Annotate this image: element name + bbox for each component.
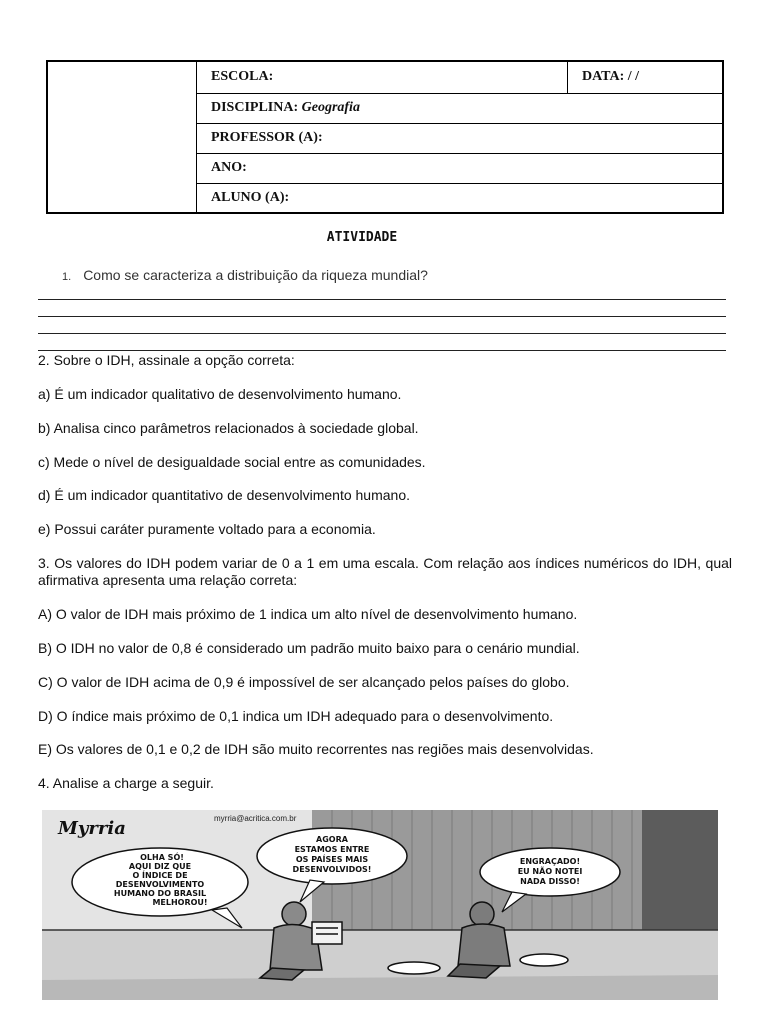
logo-cell — [47, 61, 197, 213]
bubble2-line1: AGORA — [316, 835, 348, 844]
bubble2-line4: DESENVOLVIDOS! — [292, 865, 372, 874]
question-2-option-c[interactable]: c) Mede o nível de desigualdade social entre as comunidades. — [38, 454, 426, 470]
question-3-option-e[interactable]: E) Os valores de 0,1 e 0,2 de IDH são muito recorrentes nas regiões mais desenvolvidas. — [38, 741, 594, 757]
answer-line[interactable] — [38, 316, 726, 317]
cartoon-email: myrria@acritica.com.br — [214, 814, 297, 823]
bubble1-line6: MELHOROU! — [152, 898, 208, 907]
bubble3-line3: NADA DISSO! — [520, 877, 580, 886]
disciplina-field — [197, 93, 724, 123]
bubble3-line1: ENGRAÇADO! — [519, 857, 581, 866]
question-1-text: Como se caracteriza a distribuição da riqueza mundial? — [83, 267, 428, 283]
cartoon-signature: Myrria — [58, 818, 126, 839]
data-field[interactable]: DATA: / / — [568, 61, 724, 93]
bubble1-line5: HUMANO DO BRASIL — [113, 889, 207, 898]
question-3-text: 3. Os valores do IDH podem variar de 0 a 1 em uma escala. Com relação aos índices numéricos do IDH, qual afirmativa apresenta uma relação correta: — [38, 555, 732, 588]
bubble1-line3: O ÍNDICE DE — [132, 871, 188, 880]
disciplina-label: DISCIPLINA: — [211, 100, 299, 115]
question-3-option-a[interactable]: A) O valor de IDH mais próximo de 1 indica um alto nível de desenvolvimento humano. — [38, 606, 578, 622]
question-1-number: 1. — [62, 271, 72, 283]
bubble1-line1: OLHA SÓ! — [140, 853, 184, 862]
bubble2-line3: OS PAÍSES MAIS — [295, 855, 369, 864]
bubble1-line4: DESENVOLVIMENTO — [115, 880, 205, 889]
bubble1-line2: AQUI DIZ QUE — [128, 862, 192, 871]
page-title: ATIVIDADE — [326, 230, 398, 245]
question-2-option-e[interactable]: e) Possui caráter puramente voltado para a economia. — [38, 521, 376, 537]
question-3-option-c[interactable]: C) O valor de IDH acima de 0,9 é impossível de ser alcançado pelos países do globo. — [38, 674, 570, 690]
question-2-option-a[interactable]: a) É um indicador qualitativo de desenvolvimento humano. — [38, 386, 402, 402]
aluno-field[interactable]: ALUNO (A): — [197, 183, 724, 213]
ano-field[interactable]: ANO: — [197, 153, 724, 183]
question-3-option-d[interactable]: D) O índice mais próximo de 0,1 indica um IDH adequado para o desenvolvimento. — [38, 708, 554, 724]
answer-line[interactable] — [38, 299, 726, 300]
answer-line[interactable] — [38, 350, 726, 351]
professor-field[interactable]: PROFESSOR (A): — [197, 123, 724, 153]
bubble3-line2: EU NÃO NOTEI — [517, 867, 583, 876]
answer-line[interactable] — [38, 333, 726, 334]
cartoon-image — [42, 810, 718, 1000]
question-1 — [62, 267, 428, 283]
question-2-option-b[interactable]: b) Analisa cinco parâmetros relacionados à sociedade global. — [38, 420, 419, 436]
bubble2-line2: ESTAMOS ENTRE — [294, 845, 370, 854]
question-3-option-b[interactable]: B) O IDH no valor de 0,8 é considerado um padrão muito baixo para o cenário mundial. — [38, 640, 580, 656]
question-2-text: 2. Sobre o IDH, assinale a opção correta: — [38, 352, 295, 368]
question-2-option-d[interactable]: d) É um indicador quantitativo de desenvolvimento humano. — [38, 487, 410, 503]
question-4-text: 4. Analise a charge a seguir. — [38, 775, 214, 791]
escola-field[interactable]: ESCOLA: — [197, 61, 568, 93]
disciplina-value: Geografia — [301, 100, 360, 115]
header-table — [46, 60, 724, 214]
